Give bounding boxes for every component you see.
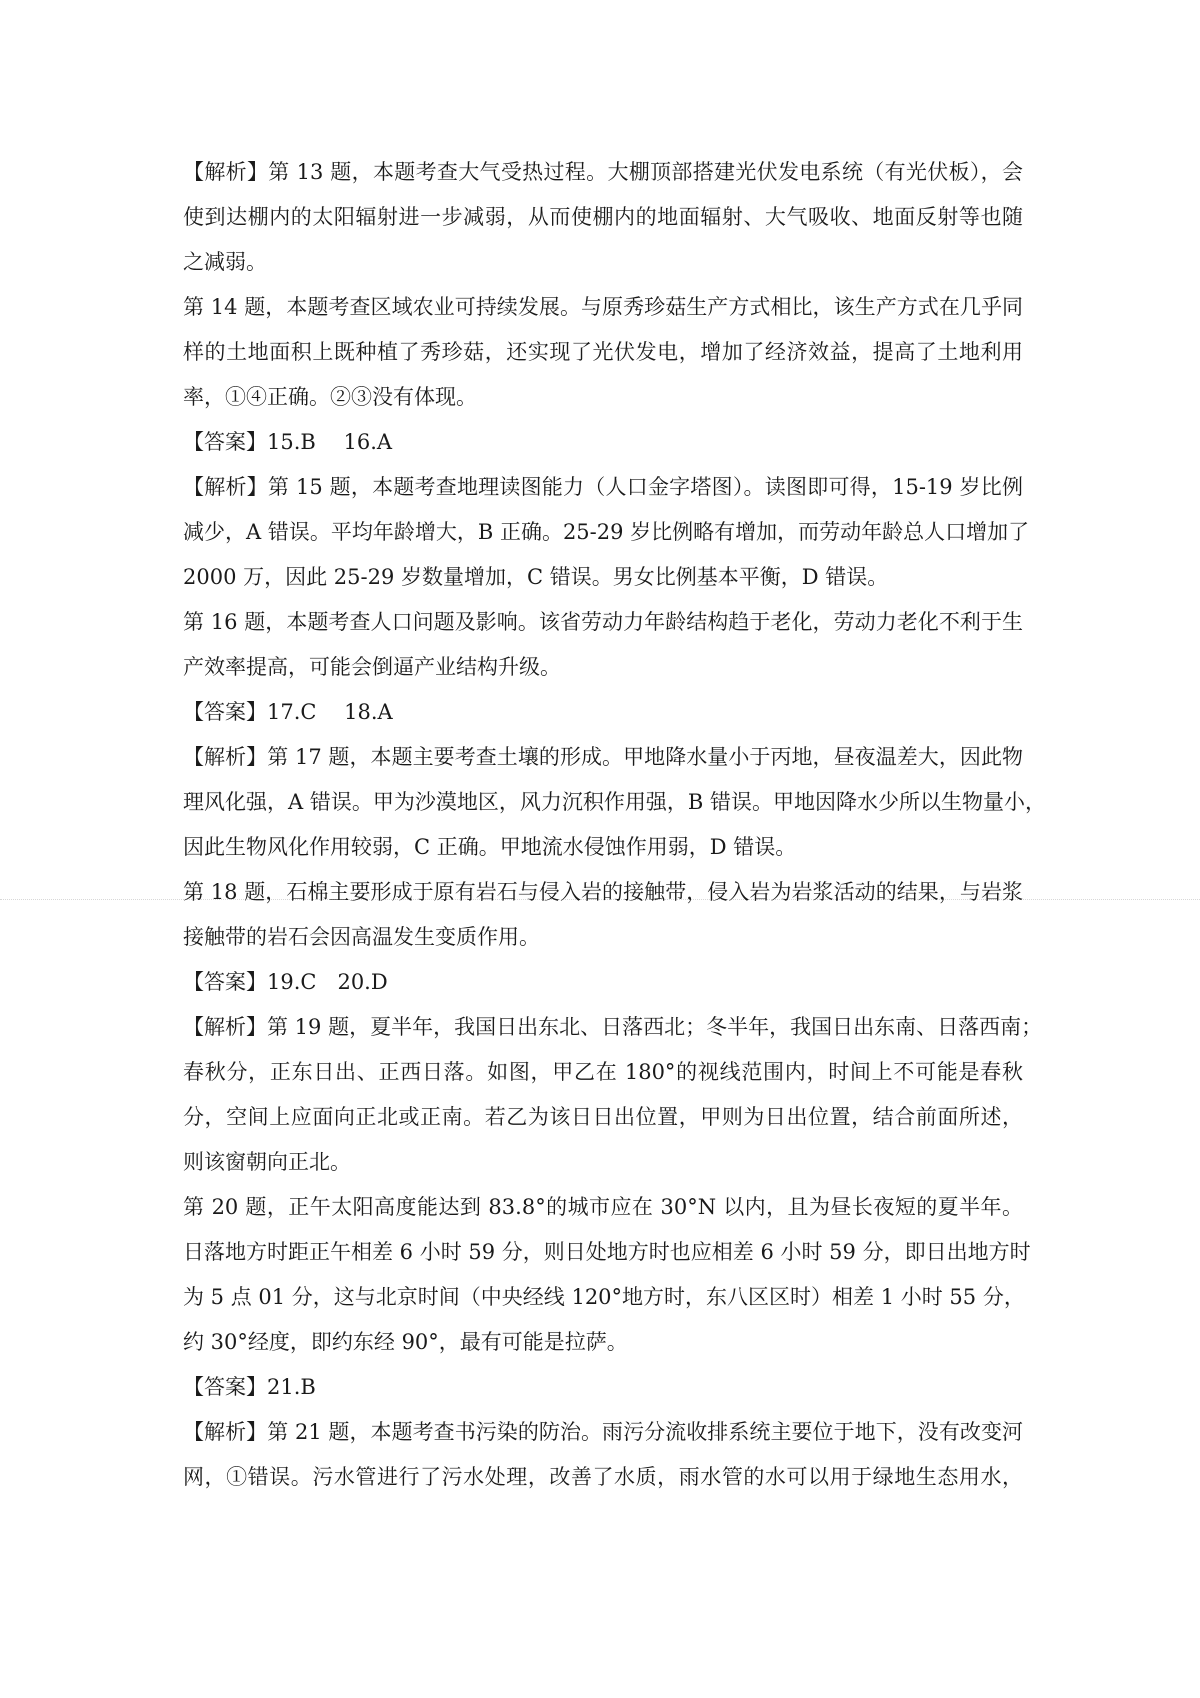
text-line: 产效率提高，可能会倒逼产业结构升级。 bbox=[183, 655, 561, 679]
text-line: 样的土地面积上既种植了秀珍菇，还实现了光伏发电，增加了经济效益，提高了土地利用 bbox=[183, 340, 1023, 364]
text-line: 第 14 题，本题考查区域农业可持续发展。与原秀珍菇生产方式相比，该生产方式在几乎同 bbox=[183, 295, 1023, 319]
text-line: 理风化强，A 错误。甲为沙漠地区，风力沉积作用强，B 错误。甲地因降水少所以生物量小， bbox=[183, 790, 1046, 814]
text-line: 【解析】第 19 题，夏半年，我国日出东北、日落西北；冬半年，我国日出东南、日落西南； bbox=[183, 1015, 1043, 1039]
text-line: 分，空间上应面向正北或正南。若乙为该日日出位置，甲则为日出位置，结合前面所述， bbox=[183, 1105, 1023, 1129]
text-line: 减少，A 错误。平均年龄增大，B 正确。25-29 岁比例略有增加，而劳动年龄总人口增加了 bbox=[183, 520, 1030, 544]
answer-line: 【答案】19.C 20.D bbox=[183, 970, 388, 994]
text-line: 因此生物风化作用较弱，C 正确。甲地流水侵蚀作用弱，D 错误。 bbox=[183, 835, 797, 859]
text-line: 使到达棚内的太阳辐射进一步减弱，从而使棚内的地面辐射、大气吸收、地面反射等也随 bbox=[183, 205, 1023, 229]
text-line: 第 20 题，正午太阳高度能达到 83.8°的城市应在 30°N 以内，且为昼长夜短的夏半年。 bbox=[183, 1195, 1023, 1219]
text-line: 约 30°经度，即约东经 90°，最有可能是拉萨。 bbox=[183, 1330, 628, 1354]
text-line: 接触带的岩石会因高温发生变质作用。 bbox=[183, 925, 540, 949]
text-line: 【解析】第 15 题，本题考查地理读图能力（人口金字塔图）。读图即可得，15-19 岁比例 bbox=[183, 475, 1023, 499]
text-line: 【解析】第 17 题，本题主要考查土壤的形成。甲地降水量小于丙地，昼夜温差大，因此物 bbox=[183, 745, 1023, 769]
answer-line: 【答案】15.B 16.A bbox=[183, 430, 393, 454]
document-body bbox=[183, 150, 1046, 1500]
text-line: 【解析】第 13 题，本题考查大气受热过程。大棚顶部搭建光伏发电系统（有光伏板），会 bbox=[183, 160, 1023, 184]
text-line: 网，①错误。污水管进行了污水处理，改善了水质，雨水管的水可以用于绿地生态用水， bbox=[183, 1465, 1023, 1489]
answer-line: 【答案】17.C 18.A bbox=[183, 700, 393, 724]
text-line: 之减弱。 bbox=[183, 250, 267, 274]
text-line: 【解析】第 21 题，本题考查书污染的防治。雨污分流收排系统主要位于地下，没有改变河 bbox=[183, 1420, 1023, 1444]
text-line: 为 5 点 01 分，这与北京时间（中央经线 120°地方时，东八区区时）相差 1 小时 55 分， bbox=[183, 1285, 1025, 1309]
answer-line: 【答案】21.B bbox=[183, 1375, 316, 1399]
text-line: 日落地方时距正午相差 6 小时 59 分，则日处地方时也应相差 6 小时 59 分，即日出地方时 bbox=[183, 1240, 1031, 1264]
text-line: 第 16 题，本题考查人口问题及影响。该省劳动力年龄结构趋于老化，劳动力老化不利于生 bbox=[183, 610, 1023, 634]
text-line: 则该窗朝向正北。 bbox=[183, 1150, 351, 1174]
text-line: 第 18 题，石棉主要形成于原有岩石与侵入岩的接触带，侵入岩为岩浆活动的结果，与岩浆 bbox=[183, 880, 1023, 904]
text-line: 春秋分，正东日出、正西日落。如图，甲乙在 180°的视线范围内，时间上不可能是春秋 bbox=[183, 1060, 1023, 1084]
text-line: 率，①④正确。②③没有体现。 bbox=[183, 385, 477, 409]
text-line: 2000 万，因此 25-29 岁数量增加，C 错误。男女比例基本平衡，D 错误。 bbox=[183, 565, 889, 589]
